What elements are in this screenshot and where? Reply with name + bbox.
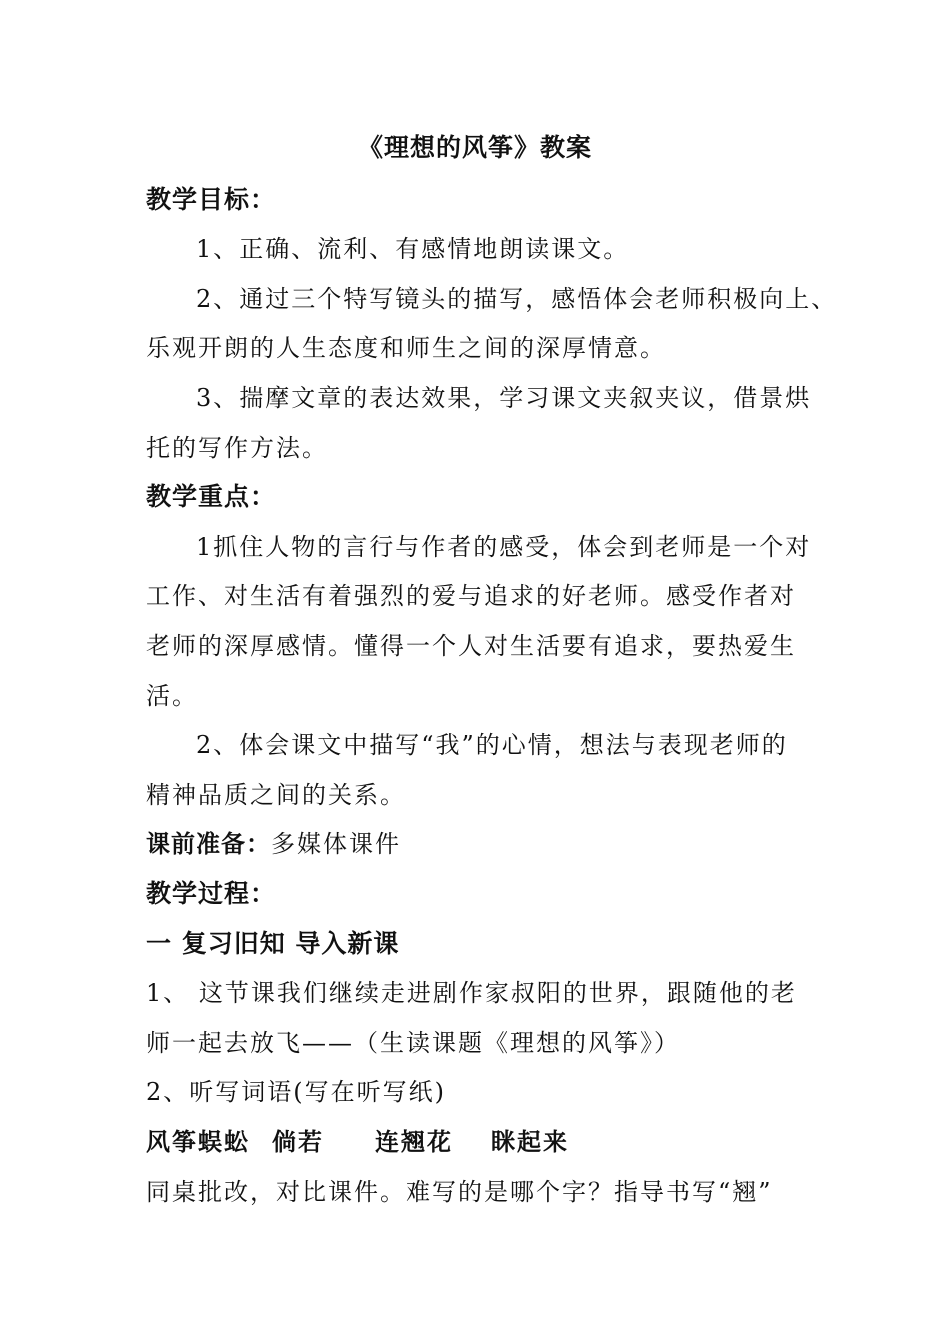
- prep-label: 课前准备：: [146, 830, 271, 858]
- goal-3-line-2: 托的写作方法。: [146, 434, 328, 462]
- prep-value: 多媒体课件: [271, 830, 401, 858]
- key-1-line-3: 老师的深厚感情。懂得一个人对生活要有追求，要热爱生: [146, 632, 796, 660]
- vocab-word: 倘若: [272, 1128, 324, 1156]
- vocab-word: 风筝蜈蚣: [146, 1128, 250, 1156]
- vocab-line: [146, 1122, 569, 1162]
- goal-1: 1、正确、流利、有感情地朗读课文。: [196, 235, 630, 263]
- step-1-line-1: 1、 这节课我们继续走进剧作家叔阳的世界，跟随他的老: [146, 979, 797, 1007]
- goal-2-line-1: 2、通过三个特写镜头的描写，感悟体会老师积极向上、: [196, 285, 838, 313]
- key-2-line-2: 精神品质之间的关系。: [146, 781, 406, 809]
- section-1-heading: 一 复习旧知 导入新课: [146, 929, 400, 958]
- vocab-word: 眯起来: [491, 1128, 569, 1156]
- process-heading: 教学过程：: [146, 879, 277, 908]
- vocab-word: 连翘花: [375, 1128, 453, 1156]
- keypoints-heading: 教学重点：: [146, 482, 277, 511]
- key-1-line-2: 工作、对生活有着强烈的爱与追求的好老师。感受作者对: [146, 582, 796, 610]
- goals-heading: 教学目标：: [146, 185, 277, 214]
- prep-line: [146, 824, 401, 864]
- key-1-line-1: 1抓住人物的言行与作者的感受，体会到老师是一个对: [196, 533, 812, 561]
- document-title: 《理想的风筝》教案: [357, 133, 592, 162]
- goal-3-line-1: 3、揣摩文章的表达效果，学习课文夹叙夹议，借景烘: [196, 384, 812, 412]
- step-1-line-2: 师一起去放飞——（生读课题《理想的风筝》）: [146, 1029, 680, 1057]
- key-1-line-4: 活。: [146, 682, 198, 710]
- step-3: 同桌批改，对比课件。难写的是哪个字？指导书写“翘”: [146, 1178, 773, 1206]
- goal-2-line-2: 乐观开朗的人生态度和师生之间的深厚情意。: [146, 334, 666, 362]
- step-2: 2、听写词语(写在听写纸): [146, 1078, 446, 1106]
- key-2-line-1: 2、体会课文中描写“我”的心情，想法与表现老师的: [196, 731, 788, 759]
